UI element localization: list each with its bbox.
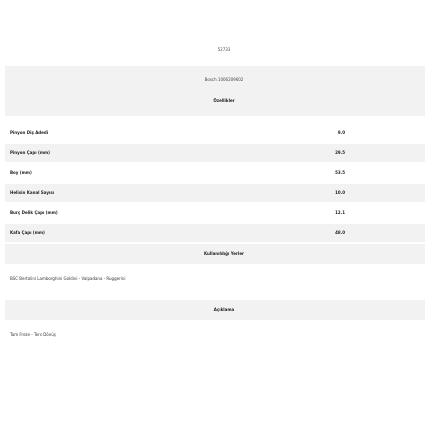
bosch-reference: Bosch 1006209602 xyxy=(204,77,244,82)
usage-text: BSC Bertolini Lamborghini Goldini - Valpadana - Ruggerini xyxy=(10,276,126,281)
spec-value: 29.5 xyxy=(335,150,345,155)
spec-row xyxy=(5,184,425,202)
spec-value: 53.5 xyxy=(335,170,345,175)
spec-value: 10.0 xyxy=(335,190,345,195)
header-band xyxy=(5,66,425,116)
spec-row xyxy=(5,204,425,222)
spec-row xyxy=(5,164,425,182)
spec-label: Helisin Kanal Sayısı xyxy=(10,190,55,195)
description-title: Açıklama xyxy=(213,307,235,312)
spec-label: Pinyon Çapı (mm) xyxy=(10,150,50,155)
spec-row xyxy=(5,124,425,142)
spec-value: 9.0 xyxy=(337,130,345,135)
spec-label: Kafa Çapı (mm) xyxy=(10,230,45,235)
spec-label: Boy (mm) xyxy=(10,170,32,175)
usage-title: Kullanıldığı Yerler xyxy=(203,251,245,256)
spec-label: Pinyon Diş Adedi xyxy=(10,130,49,135)
product-code: 52733 xyxy=(217,47,231,52)
spec-row xyxy=(5,224,425,242)
spec-row xyxy=(5,144,425,162)
spec-value: 12.1 xyxy=(335,210,345,215)
features-title: Özellikler xyxy=(213,98,235,103)
spec-label: Burç Delik Çapı (mm) xyxy=(10,210,58,215)
description-text: Tam Freze - Ters Dönüş xyxy=(10,332,56,337)
spec-value: 48.0 xyxy=(335,230,345,235)
